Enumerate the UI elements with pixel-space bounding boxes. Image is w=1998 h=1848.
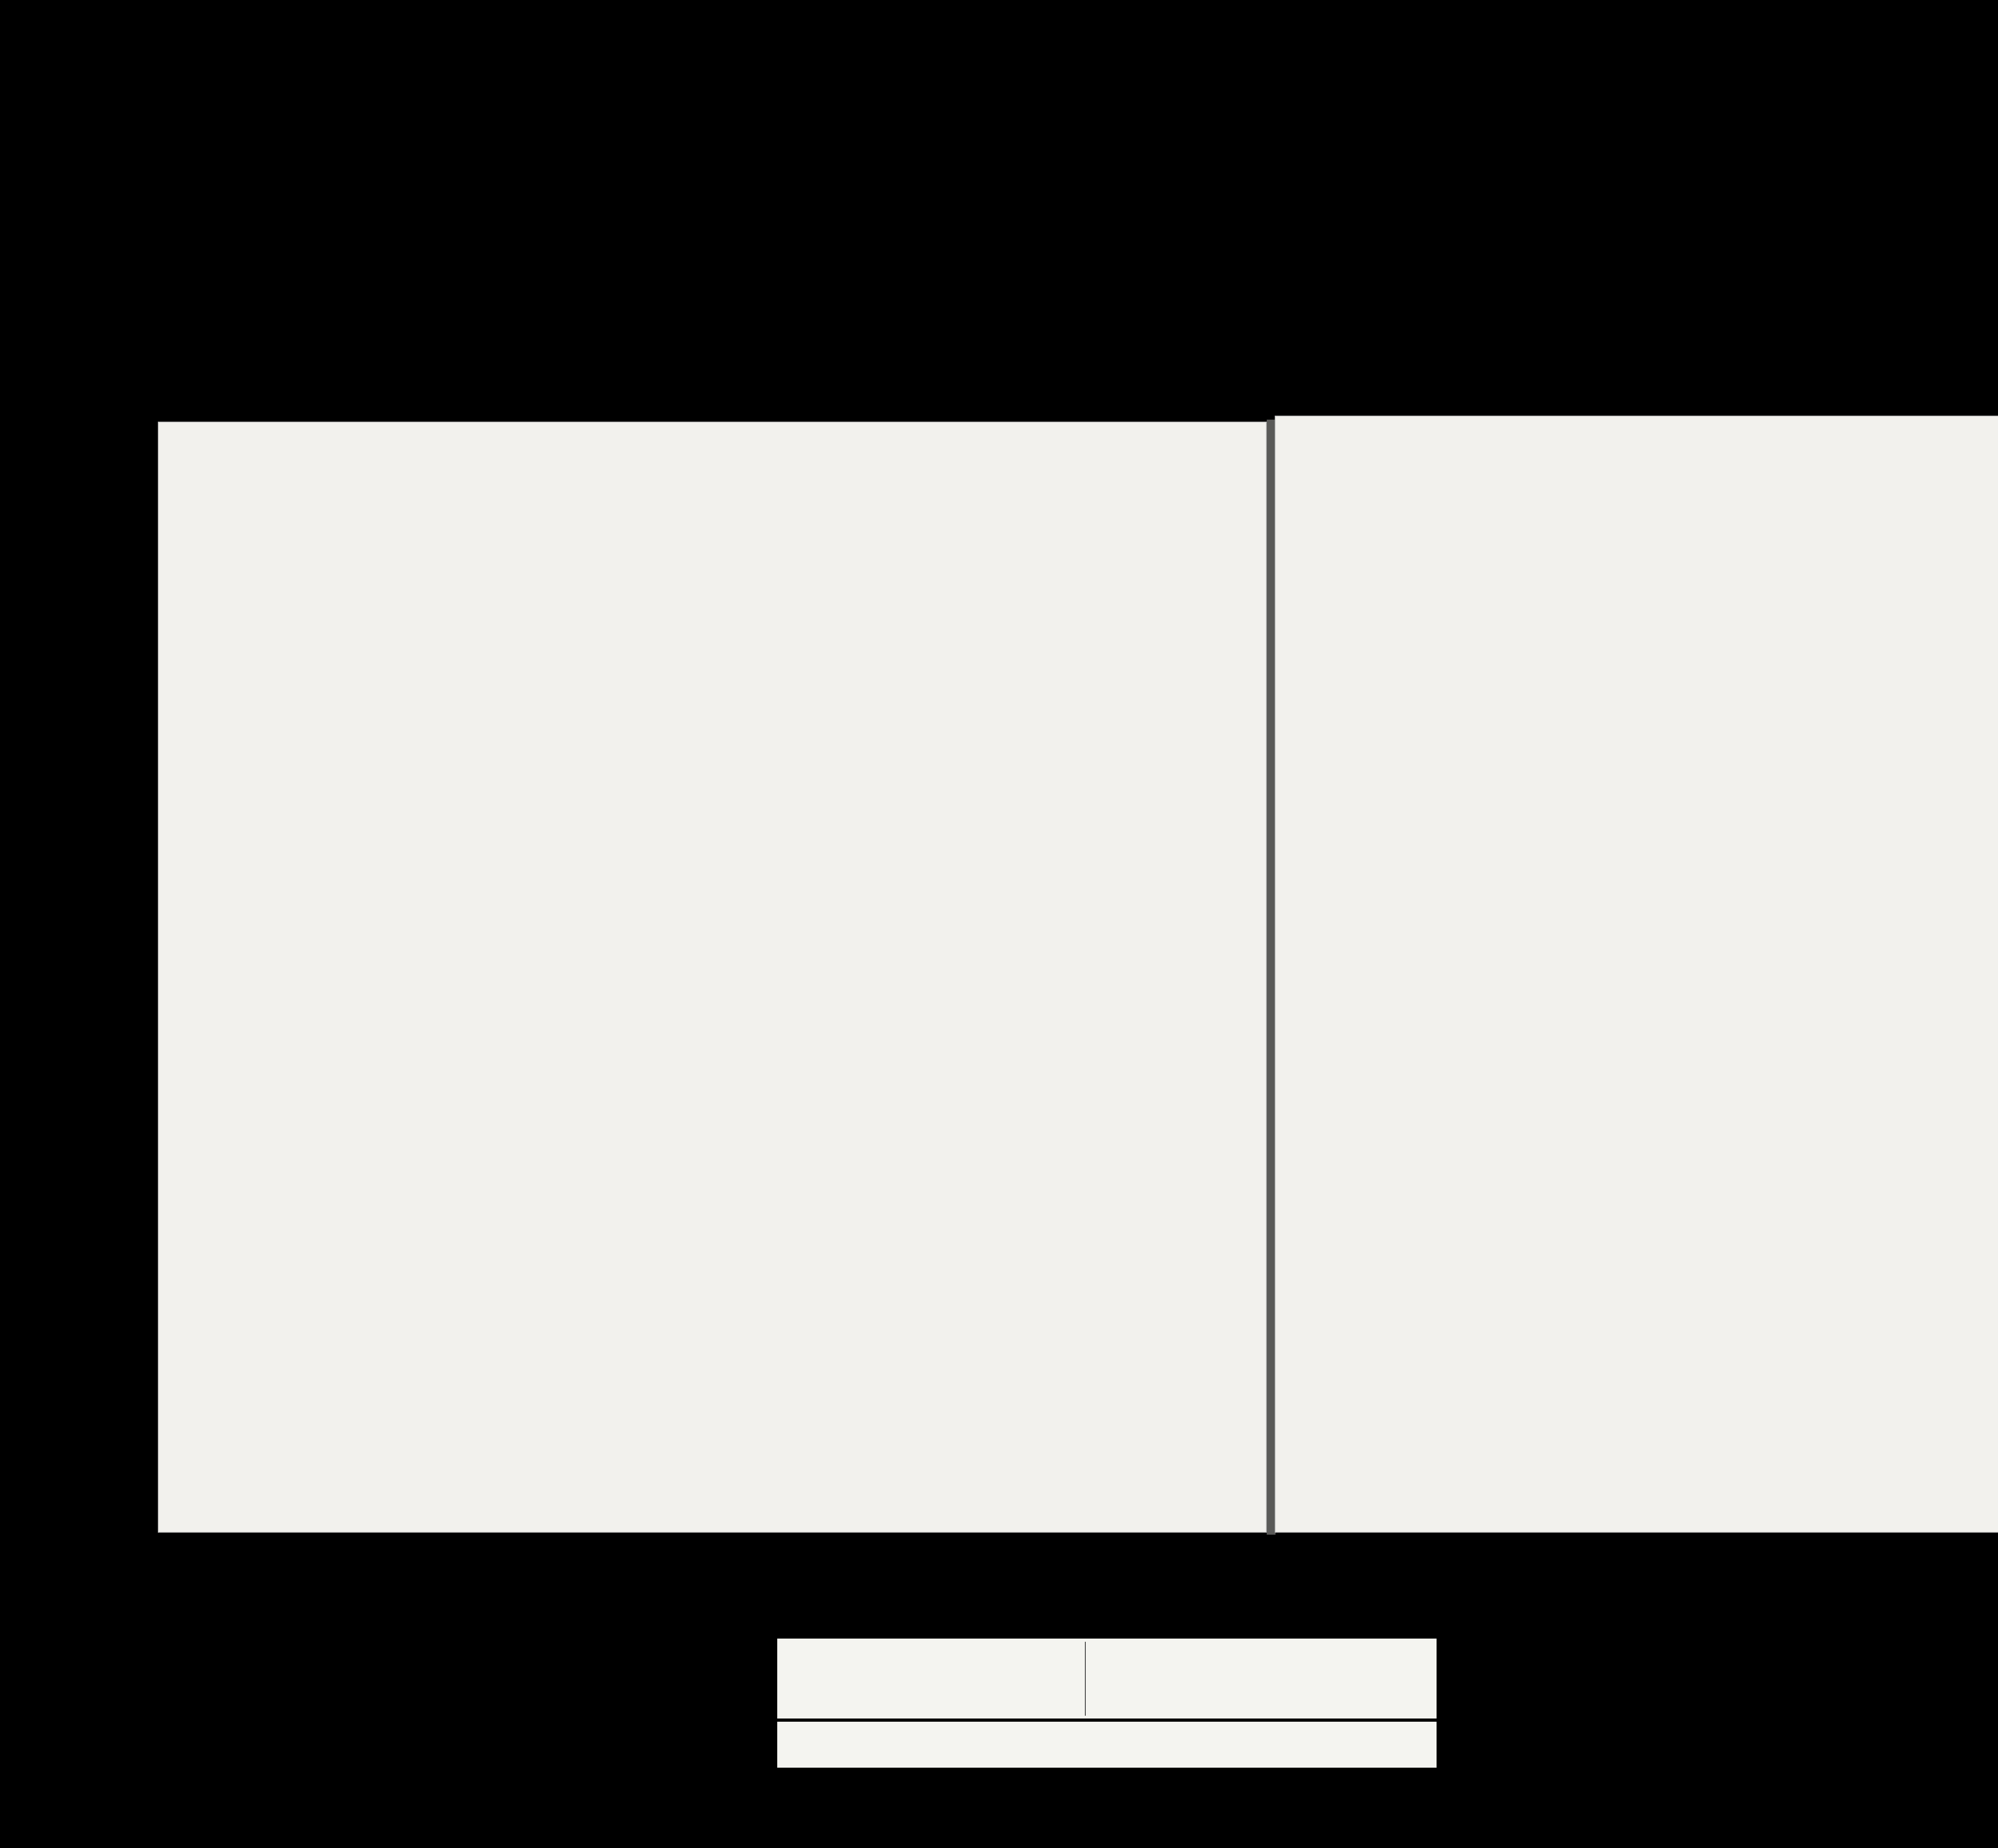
ledger-right-page: [1275, 416, 1998, 1533]
archives-stamp: [777, 1722, 1437, 1768]
archives-english: [777, 1722, 1437, 1728]
label-divider: [1085, 1642, 1086, 1716]
ledger-left-page: [158, 422, 1267, 1533]
archive-label: [777, 1639, 1437, 1719]
book-spine: [1267, 420, 1276, 1535]
